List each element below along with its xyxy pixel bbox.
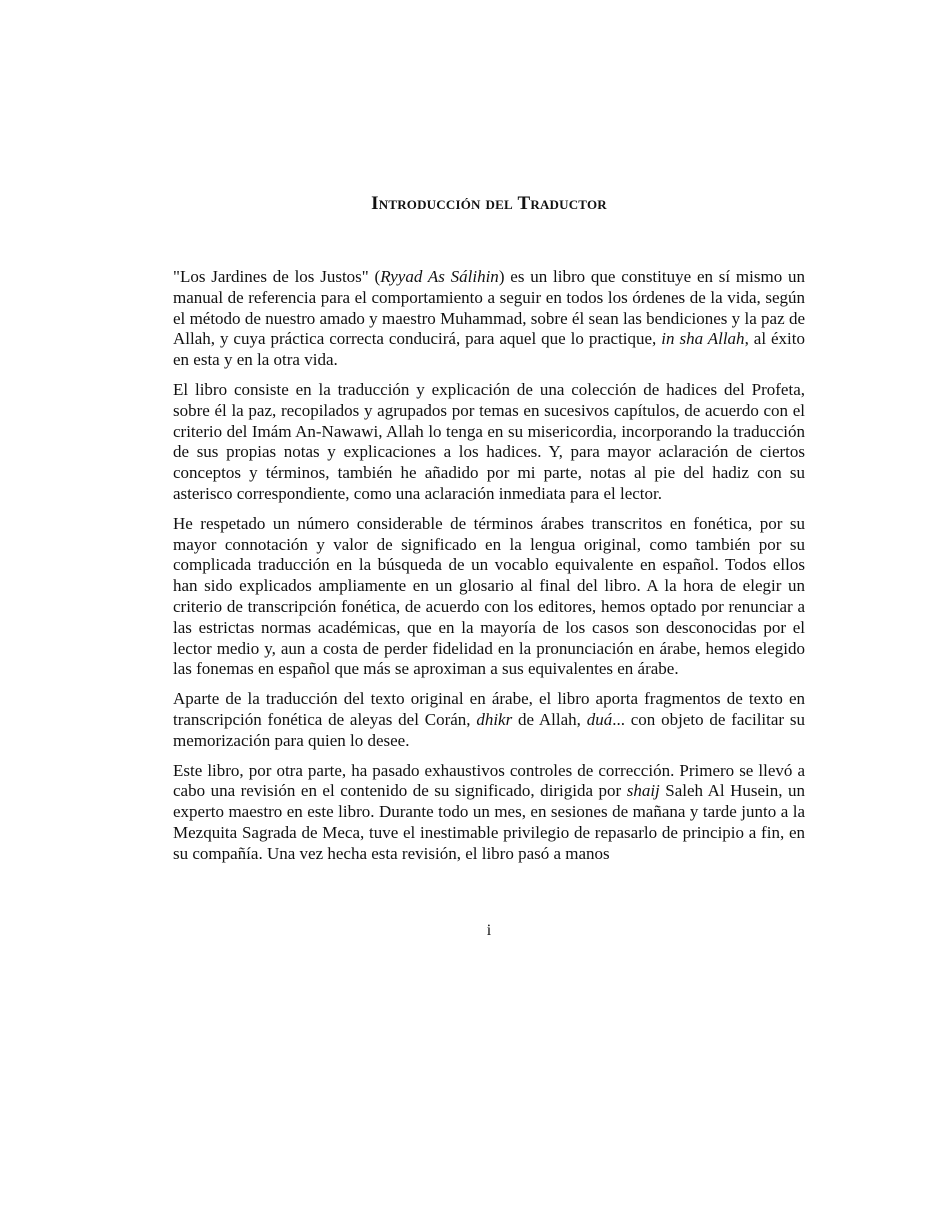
text-run: ... con objeto de facilitar su memorización para quien lo desee. xyxy=(173,709,805,750)
italic-term: Ryyad As Sálihin xyxy=(380,267,499,286)
italic-term: in sha Allah xyxy=(661,329,745,349)
paragraph-2 xyxy=(173,380,805,505)
text-run: Saleh Al Husein, un experto maestro en este libro. Durante todo un mes, en sesiones de mañana y tarde junto a la Mezquita Sagrada de Meca, tuve el inestimable privilegio de repasarlo de principio a fin, en su compañía. Una vez hecha esta revisión, el libro pasó a manos xyxy=(173,781,805,863)
paragraph-1 xyxy=(173,267,805,371)
text-run: de Allah, xyxy=(512,709,587,729)
chapter-title: Introducción del Traductor xyxy=(371,193,607,214)
paragraph-4 xyxy=(173,689,805,751)
text-run: He respetado un número considerable de términos árabes transcritos en fonética, por su mayor connotación y valor de significado en la lengua original, como también por su complicada traducción en la búsqueda de un vocablo equivalente en español. Todos ellos han sido explicados ampliamente en un glosario al final del libro. A la hora de elegir un criterio de transcripción fonética, de acuerdo con los editores, hemos optado por renunciar a las estrictas normas académicas, que en la mayoría de los casos son desconocidas por el lector medio y, aun a costa de perder fidelidad en la pronunciación en árabe, hemos elegido las fonemas en español que más se aproximan a sus equivalentes en árabe. xyxy=(173,513,805,679)
italic-term: duá xyxy=(586,709,613,729)
text-run: El libro consiste en la traducción y explicación de una colección de hadices del Profeta, sobre él la paz, recopilados y agrupados por temas en sucesivos capítulos, de acuerdo con el criterio del Imám An-Nawawi, Allah lo tenga en su misericordia, incorporando la traducción de sus propias notas y explicaciones a los hadices. Y, para mayor aclaración de ciertos conceptos y términos, también he añadido por mi parte, notas al pie del hadiz con su asterisco correspondiente, como una aclaración inmediata para el lector. xyxy=(173,379,805,503)
text-run: "Los Jardines de los Justos" ( xyxy=(173,267,381,286)
text-run: , al éxito en esta y en la otra vida. xyxy=(173,329,805,370)
text-run: ) es un libro que constituye en sí mismo un manual de referencia para el comportamiento a seguir en todos los órdenes de la vida, según el método de nuestro amado y maestro Muhammad, sobre él sean las bendiciones y la paz de Allah, y cuya práctica correcta conducirá, para aquel que lo practique, xyxy=(173,267,805,349)
paragraph-3 xyxy=(173,514,805,680)
paragraph-5 xyxy=(173,761,805,865)
page-number: i xyxy=(486,922,492,939)
body-text xyxy=(173,267,805,874)
italic-term: shaij xyxy=(626,781,660,801)
text-run: Este libro, por otra parte, ha pasado exhaustivos controles de corrección. Primero se llevó a cabo una revisión en el contenido de su significado, dirigida por xyxy=(173,760,805,801)
text-run: Aparte de la traducción del texto original en árabe, el libro aporta fragmentos de texto en transcripción fonética de aleyas del Corán, xyxy=(173,689,805,729)
italic-term: dhikr xyxy=(476,709,513,729)
